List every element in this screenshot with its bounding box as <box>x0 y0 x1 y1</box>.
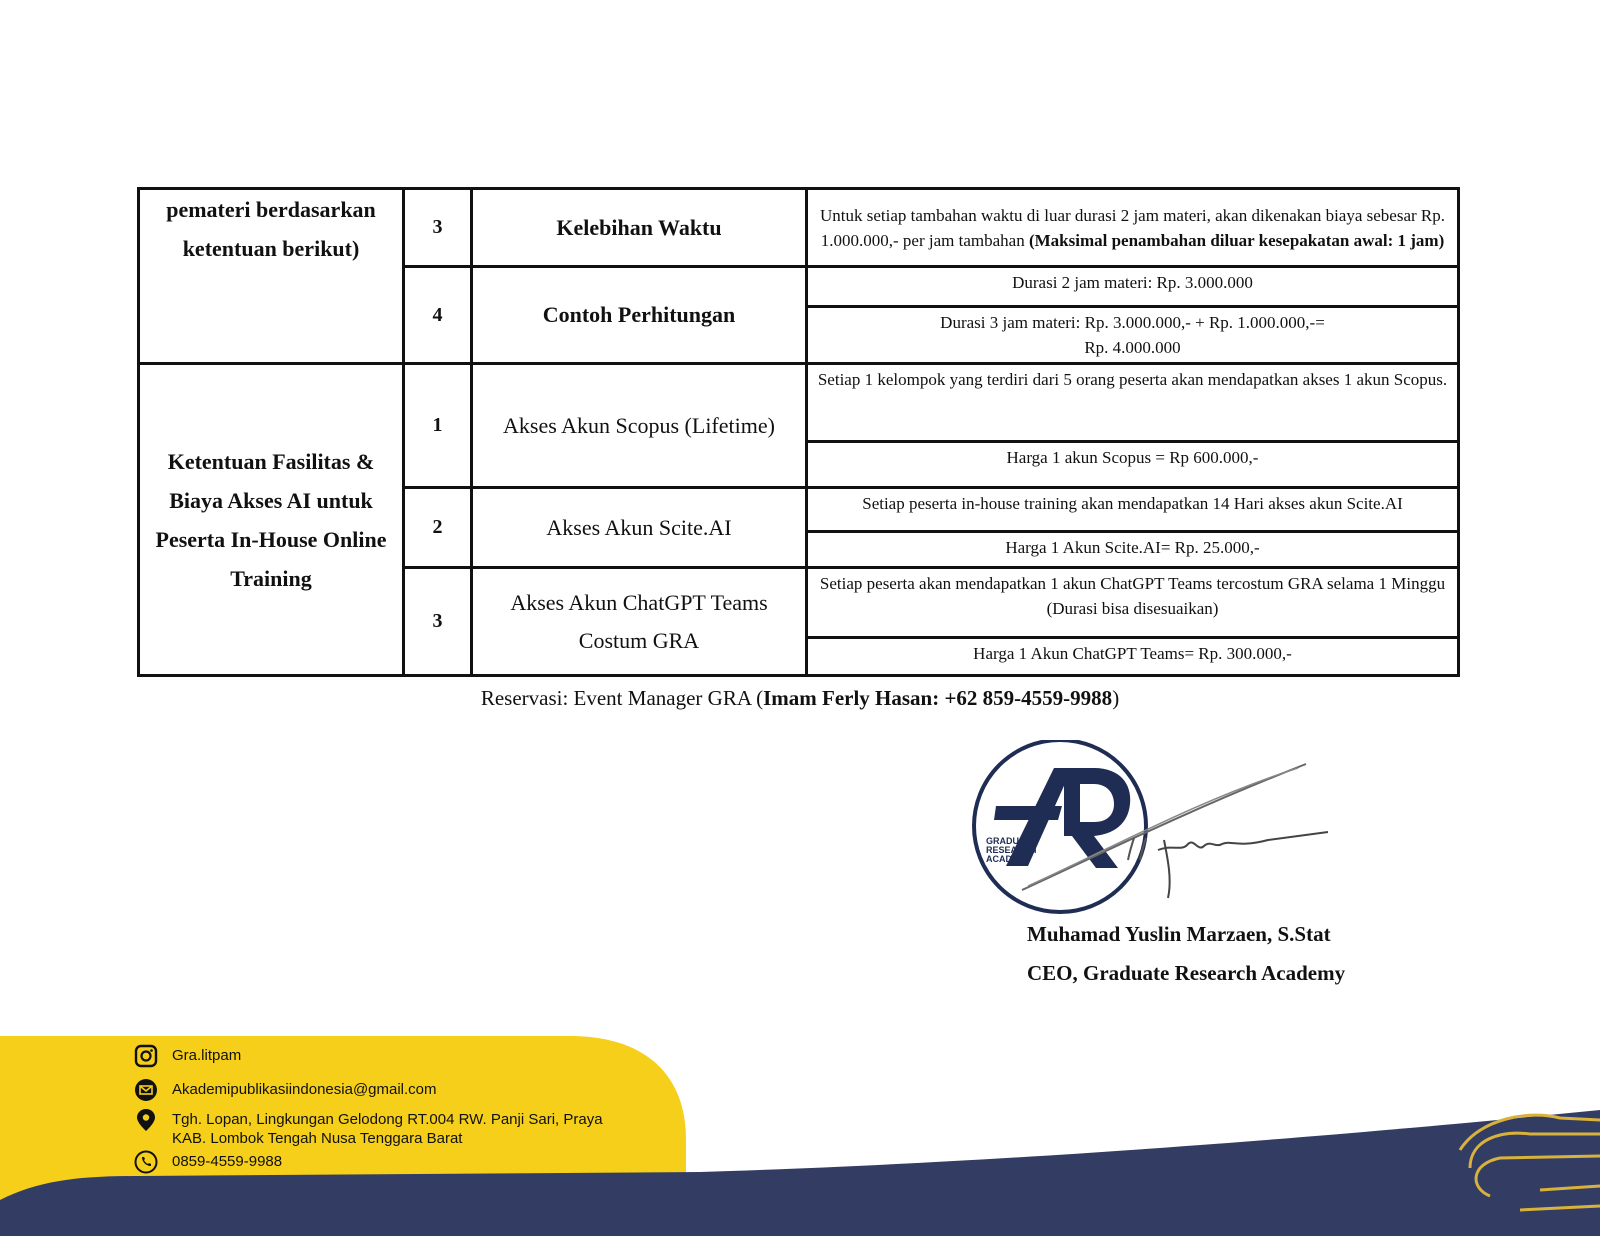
description-text: Untuk setiap tambahan waktu di luar durasi 2 jam materi, akan dikenakan biaya sebesar Rp. 1.000.000,- per jam tambahan <box>819 205 1446 250</box>
category-text: ketentuan berikut) <box>182 236 360 261</box>
instagram-icon <box>134 1044 158 1068</box>
fee-table <box>137 187 1460 677</box>
signature-block <box>968 740 1348 920</box>
description-text: Rp. 4.000.000 <box>1084 338 1181 357</box>
description-cell <box>807 189 1459 267</box>
reservation-contact: Imam Ferly Hasan: +62 859-4559-9988 <box>763 686 1113 710</box>
phone-number: 0859-4559-9988 <box>172 1153 283 1170</box>
signer-name: Muhamad Yuslin Marzaen, S.Stat <box>1027 922 1331 946</box>
item-cell: Akses Akun ChatGPT Teams Costum GRA <box>472 568 807 676</box>
logo-text: RESEARCH <box>986 845 1037 855</box>
description-bold-text: (Maksimal penambahan diluar kesepakatan awal: 1 jam) <box>1028 230 1445 250</box>
item-cell: Kelebihan Waktu <box>472 189 807 267</box>
reservation-suffix: ) <box>1112 686 1120 710</box>
footer-phone <box>134 1150 282 1174</box>
category-text: pemateri berdasarkan <box>166 197 376 222</box>
description-cell: Durasi 2 jam materi: Rp. 3.000.000 <box>807 267 1459 307</box>
category-cell-ai-access: Ketentuan Fasilitas & Biaya Akses AI untuk Peserta In-House Online Training <box>139 364 404 676</box>
location-pin-icon <box>134 1108 158 1132</box>
mail-icon <box>134 1078 158 1102</box>
footer-email <box>134 1078 437 1102</box>
item-cell: Akses Akun Scite.AI <box>472 488 807 568</box>
logo-text: GRADUATE <box>986 836 1037 846</box>
row-number: 2 <box>404 488 472 568</box>
signer-role: CEO, Graduate Research Academy <box>1027 961 1346 985</box>
reservation-line <box>0 686 1600 711</box>
description-cell: Setiap 1 kelompok yang terdiri dari 5 orang peserta akan mendapatkan akses 1 akun Scopus. <box>807 364 1459 442</box>
footer-address <box>134 1108 603 1148</box>
instagram-handle: Gra.litpam <box>172 1047 242 1064</box>
address-line: KAB. Lombok Tengah Nusa Tenggara Barat <box>172 1130 463 1147</box>
footer-instagram <box>134 1044 241 1068</box>
description-cell: Harga 1 akun Scopus = Rp 600.000,- <box>807 442 1459 488</box>
row-number: 3 <box>404 189 472 267</box>
phone-icon <box>134 1150 158 1174</box>
row-number: 4 <box>404 267 472 364</box>
description-cell: Harga 1 Akun Scite.AI= Rp. 25.000,- <box>807 532 1459 568</box>
row-number: 3 <box>404 568 472 676</box>
category-cell-speaker-fee <box>139 189 404 364</box>
item-cell: Akses Akun Scopus (Lifetime) <box>472 364 807 488</box>
gra-logo-icon <box>968 740 1348 920</box>
address-text <box>172 1108 603 1148</box>
description-cell: Setiap peserta akan mendapatkan 1 akun ChatGPT Teams tercostum GRA selama 1 Minggu (Durasi bisa disesuaikan) <box>807 568 1459 638</box>
description-cell <box>807 307 1459 364</box>
email-address: Akademipublikasiindonesia@gmail.com <box>172 1081 437 1098</box>
item-cell: Contoh Perhitungan <box>472 267 807 364</box>
logo-text: ACADEMY <box>986 854 1032 864</box>
row-number: 1 <box>404 364 472 488</box>
description-text: Durasi 3 jam materi: Rp. 3.000.000,- + Rp. 1.000.000,-= <box>940 313 1325 332</box>
address-line: Tgh. Lopan, Lingkungan Gelodong RT.004 RW. Panji Sari, Praya <box>172 1111 603 1128</box>
description-cell: Harga 1 Akun ChatGPT Teams= Rp. 300.000,- <box>807 638 1459 676</box>
reservation-prefix: Reservasi: Event Manager GRA ( <box>480 686 764 710</box>
description-cell: Setiap peserta in-house training akan mendapatkan 14 Hari akses akun Scite.AI <box>807 488 1459 532</box>
